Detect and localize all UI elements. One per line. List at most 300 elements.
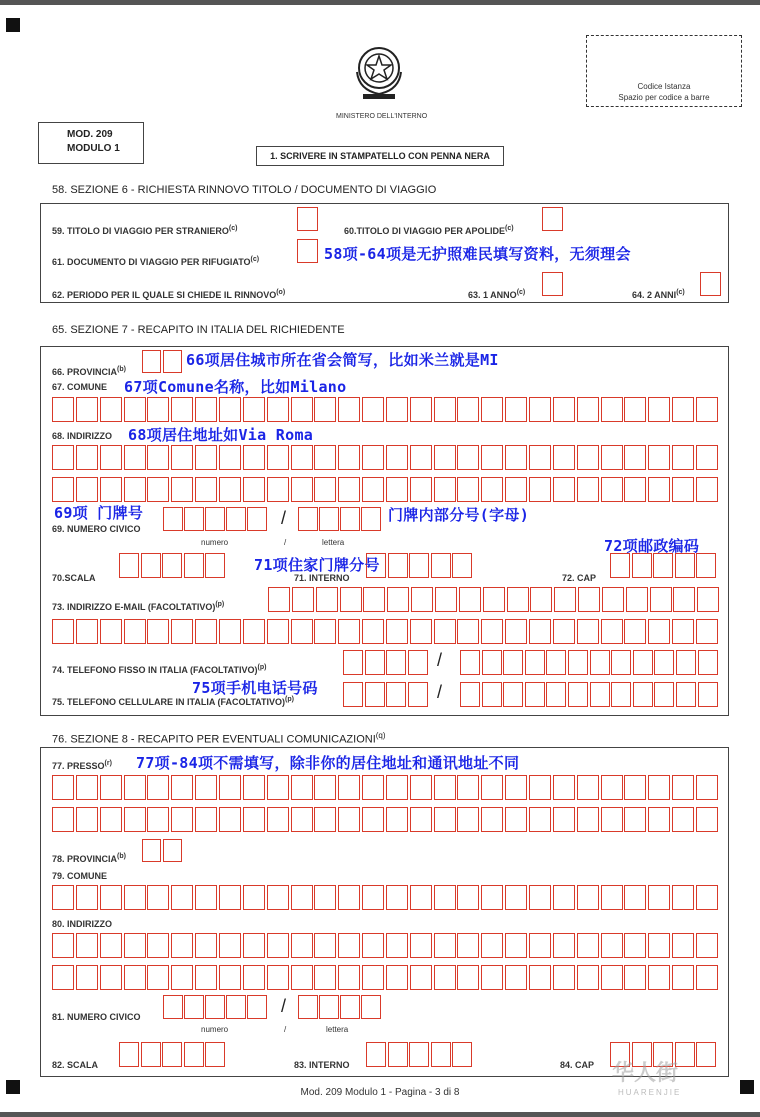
comune-79-row-box[interactable] bbox=[505, 885, 527, 910]
comune-67-row-box[interactable] bbox=[52, 397, 74, 422]
telefono-74-number-box[interactable] bbox=[568, 650, 588, 675]
email-73-row2-box[interactable] bbox=[195, 619, 217, 644]
comune-79-row-box[interactable] bbox=[601, 885, 623, 910]
lettera-81-box[interactable] bbox=[340, 995, 360, 1019]
numero-civico-69-box[interactable] bbox=[163, 507, 183, 531]
email-73-row2-box[interactable] bbox=[171, 619, 193, 644]
email-73-row2-box[interactable] bbox=[267, 619, 289, 644]
email-73-row2-box[interactable] bbox=[362, 619, 384, 644]
presso-77-row2-box[interactable] bbox=[195, 807, 217, 832]
comune-79-row-box[interactable] bbox=[171, 885, 193, 910]
email-73-row2-box[interactable] bbox=[553, 619, 575, 644]
lettera-69-box[interactable] bbox=[340, 507, 360, 531]
indirizzo-68-row1-box[interactable] bbox=[100, 445, 122, 470]
cellulare-75-number-box[interactable] bbox=[525, 682, 545, 707]
interno-83-box[interactable] bbox=[409, 1042, 429, 1067]
comune-79-row-box[interactable] bbox=[434, 885, 456, 910]
presso-77-row2-box[interactable] bbox=[338, 807, 360, 832]
comune-79-row-box[interactable] bbox=[577, 885, 599, 910]
indirizzo-68-row2-box[interactable] bbox=[219, 477, 241, 502]
indirizzo-68-row2-box[interactable] bbox=[553, 477, 575, 502]
indirizzo-80-row1-box[interactable] bbox=[171, 933, 193, 958]
email-73-row2-box[interactable] bbox=[147, 619, 169, 644]
indirizzo-80-row1-box[interactable] bbox=[624, 933, 646, 958]
email-73-row1-box[interactable] bbox=[459, 587, 481, 612]
indirizzo-80-row1-box[interactable] bbox=[410, 933, 432, 958]
telefono-74-prefix-box[interactable] bbox=[408, 650, 428, 675]
indirizzo-80-row1-box[interactable] bbox=[529, 933, 551, 958]
presso-77-row1-box[interactable] bbox=[291, 775, 313, 800]
indirizzo-80-row1-box[interactable] bbox=[52, 933, 74, 958]
indirizzo-80-row2-box[interactable] bbox=[195, 965, 217, 990]
indirizzo-80-row1-box[interactable] bbox=[672, 933, 694, 958]
indirizzo-68-row2-box[interactable] bbox=[195, 477, 217, 502]
telefono-74-number-box[interactable] bbox=[633, 650, 653, 675]
indirizzo-68-row1-box[interactable] bbox=[362, 445, 384, 470]
indirizzo-80-row1-box[interactable] bbox=[267, 933, 289, 958]
indirizzo-80-row2-box[interactable] bbox=[124, 965, 146, 990]
indirizzo-80-row1-box[interactable] bbox=[100, 933, 122, 958]
email-73-row1-box[interactable] bbox=[578, 587, 600, 612]
comune-79-row-box[interactable] bbox=[672, 885, 694, 910]
telefono-74-number-box[interactable] bbox=[546, 650, 566, 675]
presso-77-row1-box[interactable] bbox=[601, 775, 623, 800]
field-63-checkbox[interactable] bbox=[542, 272, 563, 296]
comune-67-row-box[interactable] bbox=[601, 397, 623, 422]
lettera-69-box[interactable] bbox=[361, 507, 381, 531]
cap-72-box[interactable] bbox=[653, 553, 673, 578]
interno-83-box[interactable] bbox=[388, 1042, 408, 1067]
comune-67-row-box[interactable] bbox=[696, 397, 718, 422]
indirizzo-80-row1-box[interactable] bbox=[338, 933, 360, 958]
comune-67-row-box[interactable] bbox=[147, 397, 169, 422]
cellulare-75-number-box[interactable] bbox=[568, 682, 588, 707]
indirizzo-80-row1-box[interactable] bbox=[195, 933, 217, 958]
indirizzo-80-row2-box[interactable] bbox=[386, 965, 408, 990]
cellulare-75-number-box[interactable] bbox=[460, 682, 480, 707]
comune-67-row-box[interactable] bbox=[386, 397, 408, 422]
numero-civico-81-box[interactable] bbox=[184, 995, 204, 1019]
indirizzo-68-row1-box[interactable] bbox=[314, 445, 336, 470]
indirizzo-68-row2-box[interactable] bbox=[267, 477, 289, 502]
telefono-74-number-box[interactable] bbox=[611, 650, 631, 675]
presso-77-row2-box[interactable] bbox=[267, 807, 289, 832]
email-73-row2-box[interactable] bbox=[505, 619, 527, 644]
comune-79-row-box[interactable] bbox=[362, 885, 384, 910]
telefono-74-number-box[interactable] bbox=[503, 650, 523, 675]
comune-79-row-box[interactable] bbox=[314, 885, 336, 910]
indirizzo-68-row1-box[interactable] bbox=[243, 445, 265, 470]
presso-77-row2-box[interactable] bbox=[648, 807, 670, 832]
email-73-row1-box[interactable] bbox=[316, 587, 338, 612]
provincia-78-box[interactable] bbox=[163, 839, 182, 862]
indirizzo-80-row1-box[interactable] bbox=[362, 933, 384, 958]
indirizzo-80-row2-box[interactable] bbox=[624, 965, 646, 990]
numero-civico-81-box[interactable] bbox=[247, 995, 267, 1019]
indirizzo-80-row1-box[interactable] bbox=[314, 933, 336, 958]
indirizzo-68-row1-box[interactable] bbox=[434, 445, 456, 470]
comune-79-row-box[interactable] bbox=[648, 885, 670, 910]
presso-77-row2-box[interactable] bbox=[291, 807, 313, 832]
indirizzo-68-row2-box[interactable] bbox=[362, 477, 384, 502]
indirizzo-68-row2-box[interactable] bbox=[100, 477, 122, 502]
comune-79-row-box[interactable] bbox=[481, 885, 503, 910]
indirizzo-68-row1-box[interactable] bbox=[672, 445, 694, 470]
indirizzo-80-row2-box[interactable] bbox=[672, 965, 694, 990]
indirizzo-80-row2-box[interactable] bbox=[696, 965, 718, 990]
indirizzo-80-row2-box[interactable] bbox=[100, 965, 122, 990]
indirizzo-68-row2-box[interactable] bbox=[124, 477, 146, 502]
numero-civico-69-box[interactable] bbox=[205, 507, 225, 531]
scala-70-box[interactable] bbox=[162, 553, 182, 578]
cellulare-75-prefix-box[interactable] bbox=[386, 682, 406, 707]
indirizzo-68-row2-box[interactable] bbox=[624, 477, 646, 502]
email-73-row2-box[interactable] bbox=[314, 619, 336, 644]
numero-civico-81-box[interactable] bbox=[163, 995, 183, 1019]
presso-77-row1-box[interactable] bbox=[386, 775, 408, 800]
indirizzo-80-row2-box[interactable] bbox=[291, 965, 313, 990]
comune-79-row-box[interactable] bbox=[267, 885, 289, 910]
email-73-row2-box[interactable] bbox=[338, 619, 360, 644]
email-73-row2-box[interactable] bbox=[481, 619, 503, 644]
cap-84-box[interactable] bbox=[696, 1042, 716, 1067]
comune-79-row-box[interactable] bbox=[410, 885, 432, 910]
comune-79-row-box[interactable] bbox=[100, 885, 122, 910]
interno-83-box[interactable] bbox=[452, 1042, 472, 1067]
indirizzo-68-row1-box[interactable] bbox=[410, 445, 432, 470]
indirizzo-68-row1-box[interactable] bbox=[147, 445, 169, 470]
indirizzo-68-row1-box[interactable] bbox=[648, 445, 670, 470]
scala-70-box[interactable] bbox=[205, 553, 225, 578]
scala-82-box[interactable] bbox=[162, 1042, 182, 1067]
indirizzo-68-row2-box[interactable] bbox=[648, 477, 670, 502]
comune-79-row-box[interactable] bbox=[696, 885, 718, 910]
presso-77-row1-box[interactable] bbox=[696, 775, 718, 800]
telefono-74-prefix-box[interactable] bbox=[386, 650, 406, 675]
presso-77-row1-box[interactable] bbox=[195, 775, 217, 800]
comune-79-row-box[interactable] bbox=[553, 885, 575, 910]
indirizzo-80-row2-box[interactable] bbox=[219, 965, 241, 990]
email-73-row2-box[interactable] bbox=[529, 619, 551, 644]
indirizzo-68-row1-box[interactable] bbox=[624, 445, 646, 470]
indirizzo-68-row1-box[interactable] bbox=[553, 445, 575, 470]
presso-77-row2-box[interactable] bbox=[100, 807, 122, 832]
comune-79-row-box[interactable] bbox=[195, 885, 217, 910]
cellulare-75-number-box[interactable] bbox=[698, 682, 718, 707]
comune-67-row-box[interactable] bbox=[529, 397, 551, 422]
comune-79-row-box[interactable] bbox=[624, 885, 646, 910]
indirizzo-80-row2-box[interactable] bbox=[410, 965, 432, 990]
email-73-row2-box[interactable] bbox=[52, 619, 74, 644]
indirizzo-80-row2-box[interactable] bbox=[648, 965, 670, 990]
email-73-row2-box[interactable] bbox=[76, 619, 98, 644]
email-73-row2-box[interactable] bbox=[243, 619, 265, 644]
interno-71-box[interactable] bbox=[431, 553, 451, 578]
interno-71-box[interactable] bbox=[452, 553, 472, 578]
presso-77-row1-box[interactable] bbox=[267, 775, 289, 800]
email-73-row2-box[interactable] bbox=[291, 619, 313, 644]
indirizzo-68-row2-box[interactable] bbox=[434, 477, 456, 502]
comune-67-row-box[interactable] bbox=[219, 397, 241, 422]
indirizzo-68-row1-box[interactable] bbox=[577, 445, 599, 470]
email-73-row2-box[interactable] bbox=[434, 619, 456, 644]
lettera-81-box[interactable] bbox=[361, 995, 381, 1019]
presso-77-row1-box[interactable] bbox=[124, 775, 146, 800]
email-73-row1-box[interactable] bbox=[292, 587, 314, 612]
indirizzo-80-row2-box[interactable] bbox=[267, 965, 289, 990]
comune-67-row-box[interactable] bbox=[648, 397, 670, 422]
indirizzo-80-row1-box[interactable] bbox=[648, 933, 670, 958]
indirizzo-68-row2-box[interactable] bbox=[243, 477, 265, 502]
presso-77-row2-box[interactable] bbox=[481, 807, 503, 832]
email-73-row2-box[interactable] bbox=[410, 619, 432, 644]
comune-79-row-box[interactable] bbox=[338, 885, 360, 910]
email-73-row1-box[interactable] bbox=[435, 587, 457, 612]
presso-77-row1-box[interactable] bbox=[648, 775, 670, 800]
email-73-row2-box[interactable] bbox=[100, 619, 122, 644]
cellulare-75-number-box[interactable] bbox=[611, 682, 631, 707]
email-73-row1-box[interactable] bbox=[507, 587, 529, 612]
indirizzo-68-row1-box[interactable] bbox=[338, 445, 360, 470]
email-73-row1-box[interactable] bbox=[626, 587, 648, 612]
email-73-row2-box[interactable] bbox=[124, 619, 146, 644]
email-73-row2-box[interactable] bbox=[648, 619, 670, 644]
telefono-74-number-box[interactable] bbox=[525, 650, 545, 675]
cellulare-75-prefix-box[interactable] bbox=[408, 682, 428, 707]
indirizzo-68-row1-box[interactable] bbox=[76, 445, 98, 470]
comune-67-row-box[interactable] bbox=[624, 397, 646, 422]
comune-67-row-box[interactable] bbox=[410, 397, 432, 422]
presso-77-row1-box[interactable] bbox=[76, 775, 98, 800]
telefono-74-number-box[interactable] bbox=[698, 650, 718, 675]
field-60-checkbox[interactable] bbox=[542, 207, 563, 231]
comune-79-row-box[interactable] bbox=[76, 885, 98, 910]
presso-77-row1-box[interactable] bbox=[624, 775, 646, 800]
indirizzo-68-row2-box[interactable] bbox=[314, 477, 336, 502]
indirizzo-80-row1-box[interactable] bbox=[243, 933, 265, 958]
cap-72-box[interactable] bbox=[632, 553, 652, 578]
indirizzo-80-row2-box[interactable] bbox=[481, 965, 503, 990]
presso-77-row2-box[interactable] bbox=[529, 807, 551, 832]
indirizzo-80-row2-box[interactable] bbox=[505, 965, 527, 990]
comune-67-row-box[interactable] bbox=[481, 397, 503, 422]
presso-77-row2-box[interactable] bbox=[219, 807, 241, 832]
indirizzo-80-row1-box[interactable] bbox=[601, 933, 623, 958]
comune-67-row-box[interactable] bbox=[76, 397, 98, 422]
indirizzo-68-row2-box[interactable] bbox=[386, 477, 408, 502]
indirizzo-68-row1-box[interactable] bbox=[124, 445, 146, 470]
presso-77-row1-box[interactable] bbox=[362, 775, 384, 800]
numero-civico-69-box[interactable] bbox=[226, 507, 246, 531]
comune-67-row-box[interactable] bbox=[267, 397, 289, 422]
telefono-74-number-box[interactable] bbox=[654, 650, 674, 675]
numero-civico-69-box[interactable] bbox=[247, 507, 267, 531]
email-73-row1-box[interactable] bbox=[387, 587, 409, 612]
telefono-74-prefix-box[interactable] bbox=[343, 650, 363, 675]
lettera-81-box[interactable] bbox=[298, 995, 318, 1019]
indirizzo-68-row2-box[interactable] bbox=[147, 477, 169, 502]
presso-77-row1-box[interactable] bbox=[314, 775, 336, 800]
comune-79-row-box[interactable] bbox=[457, 885, 479, 910]
presso-77-row2-box[interactable] bbox=[52, 807, 74, 832]
indirizzo-68-row2-box[interactable] bbox=[696, 477, 718, 502]
presso-77-row2-box[interactable] bbox=[76, 807, 98, 832]
presso-77-row2-box[interactable] bbox=[410, 807, 432, 832]
indirizzo-68-row2-box[interactable] bbox=[171, 477, 193, 502]
scala-82-box[interactable] bbox=[141, 1042, 161, 1067]
presso-77-row2-box[interactable] bbox=[314, 807, 336, 832]
email-73-row2-box[interactable] bbox=[624, 619, 646, 644]
indirizzo-80-row2-box[interactable] bbox=[434, 965, 456, 990]
comune-67-row-box[interactable] bbox=[314, 397, 336, 422]
comune-79-row-box[interactable] bbox=[386, 885, 408, 910]
indirizzo-80-row2-box[interactable] bbox=[601, 965, 623, 990]
indirizzo-68-row1-box[interactable] bbox=[481, 445, 503, 470]
indirizzo-68-row1-box[interactable] bbox=[696, 445, 718, 470]
presso-77-row1-box[interactable] bbox=[505, 775, 527, 800]
indirizzo-80-row1-box[interactable] bbox=[457, 933, 479, 958]
cellulare-75-number-box[interactable] bbox=[546, 682, 566, 707]
presso-77-row1-box[interactable] bbox=[434, 775, 456, 800]
indirizzo-68-row1-box[interactable] bbox=[52, 445, 74, 470]
indirizzo-68-row2-box[interactable] bbox=[601, 477, 623, 502]
telefono-74-number-box[interactable] bbox=[676, 650, 696, 675]
presso-77-row1-box[interactable] bbox=[529, 775, 551, 800]
telefono-74-number-box[interactable] bbox=[482, 650, 502, 675]
indirizzo-80-row2-box[interactable] bbox=[76, 965, 98, 990]
indirizzo-80-row1-box[interactable] bbox=[577, 933, 599, 958]
comune-67-row-box[interactable] bbox=[243, 397, 265, 422]
scala-82-box[interactable] bbox=[184, 1042, 204, 1067]
presso-77-row1-box[interactable] bbox=[577, 775, 599, 800]
indirizzo-68-row1-box[interactable] bbox=[505, 445, 527, 470]
email-73-row1-box[interactable] bbox=[673, 587, 695, 612]
cellulare-75-number-box[interactable] bbox=[503, 682, 523, 707]
indirizzo-80-row2-box[interactable] bbox=[553, 965, 575, 990]
indirizzo-80-row1-box[interactable] bbox=[696, 933, 718, 958]
email-73-row2-box[interactable] bbox=[219, 619, 241, 644]
presso-77-row1-box[interactable] bbox=[243, 775, 265, 800]
comune-79-row-box[interactable] bbox=[147, 885, 169, 910]
cellulare-75-number-box[interactable] bbox=[676, 682, 696, 707]
indirizzo-80-row1-box[interactable] bbox=[124, 933, 146, 958]
comune-67-row-box[interactable] bbox=[362, 397, 384, 422]
presso-77-row1-box[interactable] bbox=[410, 775, 432, 800]
cellulare-75-number-box[interactable] bbox=[654, 682, 674, 707]
presso-77-row2-box[interactable] bbox=[386, 807, 408, 832]
presso-77-row1-box[interactable] bbox=[219, 775, 241, 800]
indirizzo-68-row2-box[interactable] bbox=[505, 477, 527, 502]
indirizzo-80-row1-box[interactable] bbox=[434, 933, 456, 958]
comune-67-row-box[interactable] bbox=[171, 397, 193, 422]
scala-82-box[interactable] bbox=[205, 1042, 225, 1067]
indirizzo-68-row2-box[interactable] bbox=[481, 477, 503, 502]
indirizzo-68-row1-box[interactable] bbox=[291, 445, 313, 470]
cap-72-box[interactable] bbox=[696, 553, 716, 578]
presso-77-row1-box[interactable] bbox=[481, 775, 503, 800]
email-73-row1-box[interactable] bbox=[363, 587, 385, 612]
presso-77-row2-box[interactable] bbox=[696, 807, 718, 832]
email-73-row1-box[interactable] bbox=[340, 587, 362, 612]
presso-77-row1-box[interactable] bbox=[52, 775, 74, 800]
indirizzo-80-row1-box[interactable] bbox=[219, 933, 241, 958]
indirizzo-80-row1-box[interactable] bbox=[291, 933, 313, 958]
presso-77-row2-box[interactable] bbox=[362, 807, 384, 832]
email-73-row1-box[interactable] bbox=[554, 587, 576, 612]
indirizzo-80-row1-box[interactable] bbox=[386, 933, 408, 958]
comune-79-row-box[interactable] bbox=[529, 885, 551, 910]
indirizzo-68-row1-box[interactable] bbox=[457, 445, 479, 470]
presso-77-row1-box[interactable] bbox=[553, 775, 575, 800]
telefono-74-number-box[interactable] bbox=[590, 650, 610, 675]
indirizzo-80-row2-box[interactable] bbox=[243, 965, 265, 990]
cap-72-box[interactable] bbox=[610, 553, 630, 578]
email-73-row2-box[interactable] bbox=[696, 619, 718, 644]
indirizzo-68-row1-box[interactable] bbox=[171, 445, 193, 470]
indirizzo-68-row1-box[interactable] bbox=[386, 445, 408, 470]
lettera-69-box[interactable] bbox=[319, 507, 339, 531]
comune-79-row-box[interactable] bbox=[291, 885, 313, 910]
provincia-66-box[interactable] bbox=[163, 350, 182, 373]
presso-77-row2-box[interactable] bbox=[672, 807, 694, 832]
indirizzo-80-row2-box[interactable] bbox=[171, 965, 193, 990]
email-73-row1-box[interactable] bbox=[697, 587, 719, 612]
comune-67-row-box[interactable] bbox=[577, 397, 599, 422]
presso-77-row2-box[interactable] bbox=[553, 807, 575, 832]
indirizzo-80-row2-box[interactable] bbox=[338, 965, 360, 990]
presso-77-row2-box[interactable] bbox=[171, 807, 193, 832]
lettera-69-box[interactable] bbox=[298, 507, 318, 531]
email-73-row1-box[interactable] bbox=[268, 587, 290, 612]
indirizzo-80-row2-box[interactable] bbox=[457, 965, 479, 990]
indirizzo-68-row2-box[interactable] bbox=[410, 477, 432, 502]
comune-67-row-box[interactable] bbox=[505, 397, 527, 422]
comune-67-row-box[interactable] bbox=[434, 397, 456, 422]
indirizzo-68-row1-box[interactable] bbox=[195, 445, 217, 470]
email-73-row1-box[interactable] bbox=[602, 587, 624, 612]
comune-67-row-box[interactable] bbox=[195, 397, 217, 422]
scala-70-box[interactable] bbox=[141, 553, 161, 578]
indirizzo-68-row2-box[interactable] bbox=[291, 477, 313, 502]
indirizzo-80-row1-box[interactable] bbox=[76, 933, 98, 958]
email-73-row2-box[interactable] bbox=[457, 619, 479, 644]
comune-79-row-box[interactable] bbox=[52, 885, 74, 910]
presso-77-row1-box[interactable] bbox=[672, 775, 694, 800]
cellulare-75-prefix-box[interactable] bbox=[343, 682, 363, 707]
interno-71-box[interactable] bbox=[409, 553, 429, 578]
indirizzo-80-row2-box[interactable] bbox=[577, 965, 599, 990]
scala-82-box[interactable] bbox=[119, 1042, 139, 1067]
interno-71-box[interactable] bbox=[388, 553, 408, 578]
indirizzo-68-row1-box[interactable] bbox=[601, 445, 623, 470]
presso-77-row2-box[interactable] bbox=[124, 807, 146, 832]
comune-67-row-box[interactable] bbox=[338, 397, 360, 422]
cellulare-75-number-box[interactable] bbox=[590, 682, 610, 707]
presso-77-row2-box[interactable] bbox=[505, 807, 527, 832]
comune-79-row-box[interactable] bbox=[124, 885, 146, 910]
presso-77-row2-box[interactable] bbox=[601, 807, 623, 832]
indirizzo-68-row2-box[interactable] bbox=[577, 477, 599, 502]
provincia-78-box[interactable] bbox=[142, 839, 161, 862]
email-73-row1-box[interactable] bbox=[483, 587, 505, 612]
email-73-row2-box[interactable] bbox=[601, 619, 623, 644]
cellulare-75-number-box[interactable] bbox=[633, 682, 653, 707]
interno-83-box[interactable] bbox=[366, 1042, 386, 1067]
cellulare-75-number-box[interactable] bbox=[482, 682, 502, 707]
numero-civico-69-box[interactable] bbox=[184, 507, 204, 531]
comune-79-row-box[interactable] bbox=[219, 885, 241, 910]
comune-67-row-box[interactable] bbox=[100, 397, 122, 422]
